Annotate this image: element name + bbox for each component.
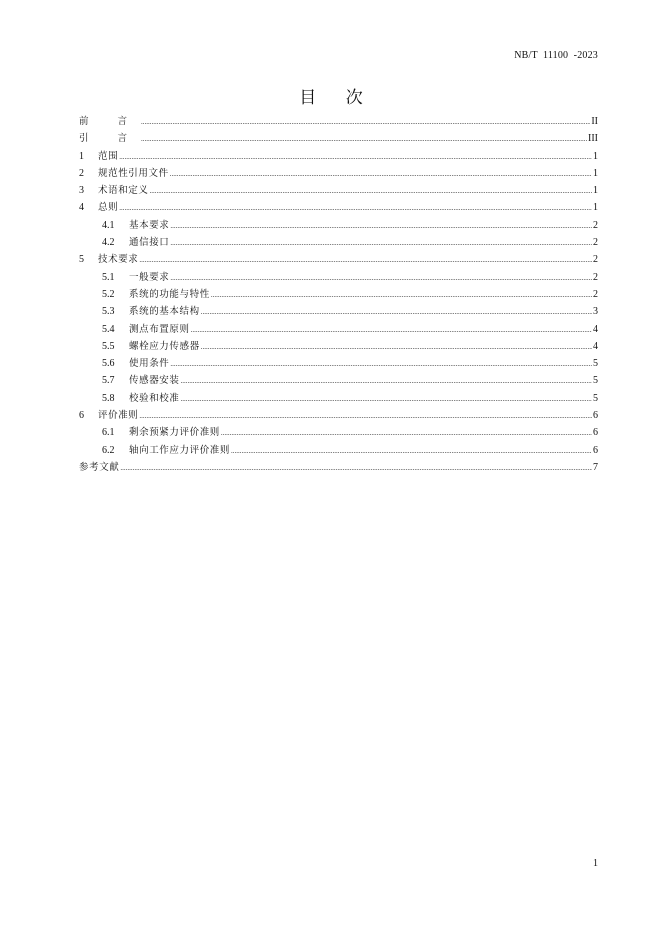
toc-entry[interactable] <box>79 303 598 320</box>
toc-entry-label: 规范性引用文件 <box>98 167 169 179</box>
toc-entry[interactable] <box>79 234 598 251</box>
toc-entry[interactable] <box>79 390 598 407</box>
toc-entry-label: 使用条件 <box>129 358 170 370</box>
toc-dot-leader <box>119 200 592 217</box>
table-of-contents <box>79 113 598 476</box>
toc-dot-leader <box>170 166 592 183</box>
toc-title: 目 次 <box>299 88 375 108</box>
toc-dot-leader <box>201 339 592 356</box>
toc-entry-label: 螺栓应力传感器 <box>129 340 200 352</box>
toc-entry-page: II <box>591 116 598 127</box>
toc-entry-label: 一般要求 <box>129 271 170 283</box>
toc-entry-number: 1 <box>79 150 84 162</box>
toc-entry-number: 4 <box>79 202 84 214</box>
toc-entry-number: 5.3 <box>102 306 115 318</box>
toc-entry-number: 6.2 <box>102 444 115 456</box>
toc-entry-number: 5.5 <box>102 340 115 352</box>
toc-entry-page: 7 <box>593 461 598 473</box>
toc-dot-leader <box>201 304 592 321</box>
toc-dot-leader <box>191 322 592 339</box>
toc-entry-label: 校验和校准 <box>129 392 180 404</box>
toc-entry-number: 5.7 <box>102 375 115 387</box>
toc-entry-label: 测点布置原则 <box>129 323 190 335</box>
toc-entry-page: 3 <box>593 306 598 318</box>
toc-dot-leader <box>170 356 592 373</box>
toc-entry-page: 2 <box>593 271 598 283</box>
toc-dot-leader <box>141 114 590 131</box>
toc-entry-number: 3 <box>79 185 84 197</box>
toc-entry[interactable] <box>79 355 598 372</box>
toc-entry-page: 6 <box>593 410 598 422</box>
page-number: 1 <box>593 858 598 869</box>
toc-entry-label: 术语和定义 <box>98 185 149 197</box>
toc-dot-leader <box>141 131 587 148</box>
toc-entry-page: 6 <box>593 444 598 456</box>
toc-entry-number: 6 <box>79 410 84 422</box>
header-document-code: NB/T 11100 -2023 <box>514 50 598 61</box>
toc-entry-page: 1 <box>593 185 598 197</box>
toc-entry-number: 4.1 <box>102 219 115 231</box>
toc-entry[interactable] <box>79 338 598 355</box>
toc-entry-page: 5 <box>593 358 598 370</box>
toc-entry-page: 5 <box>593 375 598 387</box>
toc-entry-page: 2 <box>593 219 598 231</box>
toc-entry-label: 通信接口 <box>129 237 170 249</box>
toc-entry-label: 引 言 <box>79 133 141 145</box>
toc-entry-number: 5 <box>79 254 84 266</box>
toc-entry-page: 1 <box>593 167 598 179</box>
toc-entry-label: 参考文献 <box>79 461 120 473</box>
toc-dot-leader <box>181 373 592 390</box>
toc-entry-label: 传感器安装 <box>129 375 180 387</box>
toc-entry-page: 1 <box>593 202 598 214</box>
toc-entry-page: 6 <box>593 427 598 439</box>
toc-entry-number: 5.4 <box>102 323 115 335</box>
toc-dot-leader <box>211 287 592 304</box>
toc-dot-leader <box>181 391 592 408</box>
toc-dot-leader <box>139 408 592 425</box>
toc-entry[interactable] <box>79 165 598 182</box>
toc-dot-leader <box>170 235 592 252</box>
toc-entry-number: 5.1 <box>102 271 115 283</box>
toc-dot-leader <box>170 218 592 235</box>
toc-entry-label: 系统的基本结构 <box>129 306 200 318</box>
toc-entry-page: 4 <box>593 340 598 352</box>
toc-entry[interactable] <box>79 442 598 459</box>
toc-entry-label: 评价准则 <box>98 410 139 422</box>
toc-entry[interactable] <box>79 182 598 199</box>
toc-entry[interactable] <box>79 217 598 234</box>
toc-entry-label: 范围 <box>98 150 119 162</box>
toc-entry-label: 轴向工作应力评价准则 <box>129 444 231 456</box>
toc-entry-label: 剩余预紧力评价准则 <box>129 427 220 439</box>
toc-entry[interactable] <box>79 113 598 130</box>
toc-entry[interactable] <box>79 424 598 441</box>
toc-entry-number: 5.8 <box>102 392 115 404</box>
toc-entry[interactable] <box>79 407 598 424</box>
toc-entry[interactable] <box>79 321 598 338</box>
toc-dot-leader <box>170 270 592 287</box>
toc-dot-leader <box>120 460 592 477</box>
toc-entry-number: 5.2 <box>102 288 115 300</box>
toc-entry-page: 1 <box>593 150 598 162</box>
toc-entry-page: 2 <box>593 237 598 249</box>
toc-entry[interactable] <box>79 372 598 389</box>
toc-entry-label: 系统的功能与特性 <box>129 288 210 300</box>
toc-entry-label: 总则 <box>98 202 119 214</box>
toc-entry-page: 2 <box>593 288 598 300</box>
toc-entry-number: 6.1 <box>102 427 115 439</box>
toc-entry-page: 4 <box>593 323 598 335</box>
toc-entry-page: 5 <box>593 392 598 404</box>
toc-dot-leader <box>139 252 592 269</box>
toc-entry-label: 技术要求 <box>98 254 139 266</box>
toc-dot-leader <box>231 443 592 460</box>
toc-entry-page: 2 <box>593 254 598 266</box>
toc-entry[interactable] <box>79 286 598 303</box>
toc-entry-page: III <box>588 133 598 145</box>
toc-entry[interactable] <box>79 148 598 165</box>
toc-entry[interactable] <box>79 199 598 216</box>
toc-entry-label: 基本要求 <box>129 219 170 231</box>
toc-entry[interactable] <box>79 269 598 286</box>
toc-dot-leader <box>221 425 592 442</box>
toc-dot-leader <box>119 149 592 166</box>
toc-entry-number: 5.6 <box>102 358 115 370</box>
toc-entry-number: 4.2 <box>102 237 115 249</box>
toc-entry[interactable] <box>79 459 598 476</box>
toc-entry[interactable] <box>79 251 598 268</box>
toc-entry-number: 2 <box>79 167 84 179</box>
toc-entry-label: 前 言 <box>79 116 141 127</box>
toc-entry[interactable] <box>79 130 598 147</box>
toc-dot-leader <box>150 183 592 200</box>
